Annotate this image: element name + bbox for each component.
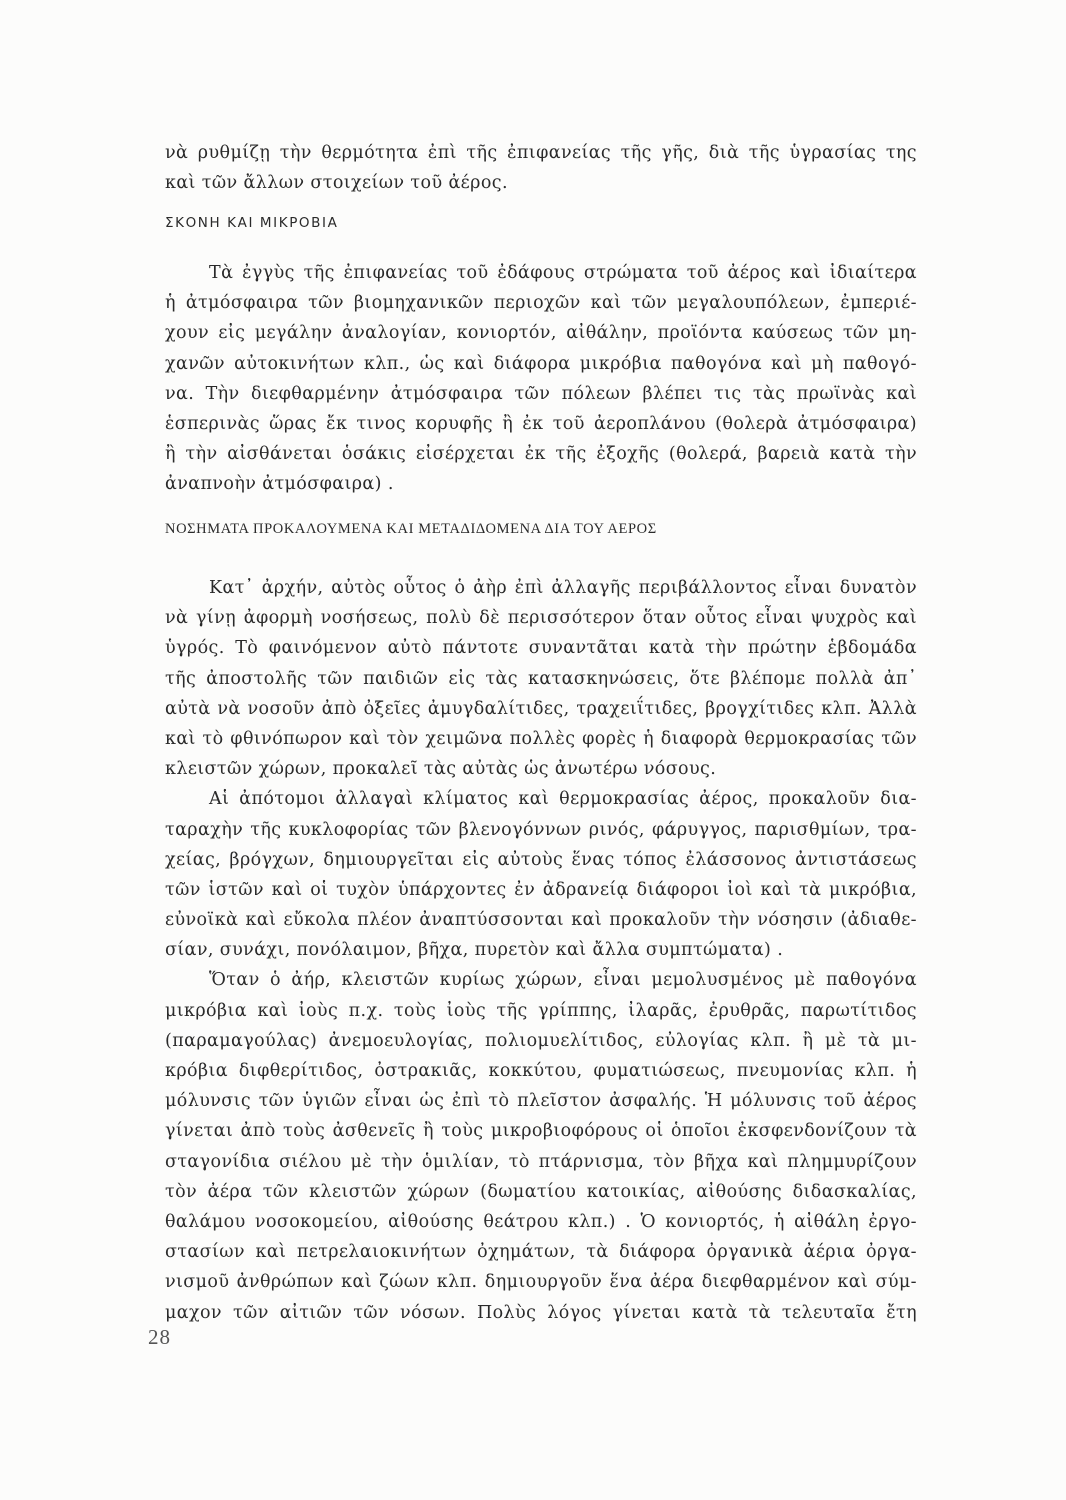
text-line: Τὰ ἐγγὺς τῆς ἐπιφανείας τοῦ ἐδάφους στρώματα τοῦ ἀέρος καὶ ἰδιαίτερα bbox=[209, 263, 917, 283]
text-line: τὸν ἀέρα τῶν κλειστῶν χώρων (δωματίου κατοικίας, αἰθούσης διδασκαλίας, bbox=[165, 1181, 917, 1202]
text-line: ἡ ἀτμόσφαιρα τῶν βιομηχανικῶν περιοχῶν καὶ τῶν μεγαλουπόλεων, ἐμπεριέ- bbox=[165, 293, 917, 314]
text-line: εὐνοϊκὰ καὶ εὔκολα πλέον ἀναπτύσσονται καὶ προκαλοῦν τὴν νόσησιν (ἀδιαθε- bbox=[165, 910, 917, 931]
section1-paragraph bbox=[165, 258, 917, 500]
text-line: να. Τὴν διεφθαρμένην ἀτμόσφαιρα τῶν πόλεων βλέπει τις τὰς πρωϊνὰς καὶ bbox=[165, 383, 917, 404]
text-line: νισμοῦ ἀνθρώπων καὶ ζώων κλπ. δημιουργοῦν ἕνα ἀέρα διεφθαρμένον καὶ σύμ- bbox=[165, 1272, 917, 1293]
text-line: Κατ᾽ ἀρχήν, αὐτὸς οὗτος ὁ ἀὴρ ἐπὶ ἀλλαγῆς περιβάλλοντος εἶναι δυνατὸν bbox=[209, 578, 917, 598]
text-line: Αἱ ἀπότομοι ἀλλαγαὶ κλίματος καὶ θερμοκρασίας ἀέρος, προκαλοῦν δια- bbox=[209, 789, 917, 810]
text-line: χανῶν αὐτοκινήτων κλπ., ὡς καὶ διάφορα μικρόβια παθογόνα καὶ μὴ παθογό- bbox=[165, 353, 917, 374]
text-line: ἀναπνοὴν ἀτμόσφαιρα) . bbox=[165, 474, 394, 495]
text-line: καὶ τῶν ἄλλων στοιχείων τοῦ ἀέρος. bbox=[165, 173, 508, 194]
text-line: στασίων καὶ πετρελαιοκινήτων ὀχημάτων, τὰ διάφορα ὀργανικὰ ἀέρια ὀργα- bbox=[165, 1242, 917, 1263]
text-line: μαχον τῶν αἰτιῶν τῶν νόσων. Πολὺς λόγος γίνεται κατὰ τὰ τελευταῖα ἔτη bbox=[165, 1302, 917, 1323]
text-line: ὑγρός. Τὸ φαινόμενον αὐτὸ πάντοτε συναντᾶται κατὰ τὴν πρώτην ἑβδομάδα bbox=[165, 638, 917, 659]
text-line: τῆς ἀποστολῆς τῶν παιδιῶν εἰς τὰς κατασκηνώσεις, ὅτε βλέπομε πολλὰ ἀπ᾽ bbox=[165, 668, 917, 689]
text-line: μόλυνσις τῶν ὑγιῶν εἶναι ὡς ἐπὶ τὸ πλεῖστον ἀσφαλής. Ἡ μόλυνσις τοῦ ἀέρος bbox=[165, 1091, 917, 1112]
text-line: ἑσπερινὰς ὥρας ἔκ τινος κορυφῆς ἢ ἐκ τοῦ ἀεροπλάνου (θολερὰ ἀτμόσφαιρα) bbox=[165, 413, 917, 434]
text-line: γίνεται ἀπὸ τοὺς ἀσθενεῖς ἢ τοὺς μικροβιοφόρους οἱ ὁποῖοι ἐκσφενδονίζουν τὰ bbox=[165, 1121, 917, 1142]
text-line: ἢ τὴν αἰσθάνεται ὁσάκις εἰσέρχεται ἐκ τῆς ἐξοχῆς (θολερά, βαρειὰ κατὰ τὴν bbox=[165, 444, 917, 465]
text-line: χουν εἰς μεγάλην ἀναλογίαν, κονιορτόν, αἰθάλην, προϊόντα καύσεως τῶν μη- bbox=[165, 323, 917, 344]
text-line: θαλάμου νοσοκομείου, αἰθούσης θεάτρου κλπ.) . Ὁ κονιορτός, ἡ αἰθάλη ἐργο- bbox=[165, 1211, 917, 1232]
text-line: νὰ γίνῃ ἀφορμὴ νοσήσεως, πολὺ δὲ περισσότερον ὅταν οὗτος εἶναι ψυχρὸς καὶ bbox=[165, 608, 917, 629]
text-line: τῶν ἱστῶν καὶ οἱ τυχὸν ὑπάρχοντες ἐν ἀδρανείᾳ διάφοροι ἰοὶ καὶ τὰ μικρόβια, bbox=[165, 879, 917, 900]
text-line: μικρόβια καὶ ἰοὺς π.χ. τοὺς ἰοὺς τῆς γρίππης, ἰλαρᾶς, ἐρυθρᾶς, παρωτίτιδος bbox=[165, 1000, 917, 1021]
text-line: ταραχὴν τῆς κυκλοφορίας τῶν βλενογόννων ρινός, φάρυγγος, παρισθμίων, τρα- bbox=[165, 819, 917, 840]
text-line: Ὅταν ὁ ἀήρ, κλειστῶν κυρίως χώρων, εἶναι μεμολυσμένος μὲ παθογόνα bbox=[209, 970, 917, 991]
text-line: σίαν, συνάχι, πονόλαιμον, βῆχα, πυρετὸν καὶ ἄλλα συμπτώματα) . bbox=[165, 940, 784, 961]
text-line: σταγονίδια σιέλου μὲ τὴν ὁμιλίαν, τὸ πτάρνισμα, τὸν βῆχα καὶ πλημμυρίζουν bbox=[165, 1151, 917, 1172]
text-line: αὐτὰ νὰ νοσοῦν ἀπὸ ὀξεῖες ἀμυγδαλίτιδες, τραχειΐτιδες, βρογχίτιδες κλπ. Ἀλλὰ bbox=[165, 698, 917, 719]
text-line: κλειστῶν χώρων, προκαλεῖ τὰς αὐτὰς ὡς ἀνωτέρω νόσους. bbox=[165, 759, 717, 780]
text-line: κρόβια διφθερίτιδος, ὀστρακιᾶς, κοκκύτου, φυματιώσεως, πνευμονίας κλπ. ἡ bbox=[165, 1061, 917, 1081]
text-line: χείας, βρόγχων, δημιουργεῖται εἰς αὐτοὺς ἕνας τόπος ἐλάσσονος ἀντιστάσεως bbox=[165, 849, 917, 870]
section2-paragraphs bbox=[165, 573, 917, 1328]
section-heading-airborne-diseases: ΝΟΣΗΜΑΤΑ ΠΡΟΚΑΛΟΥΜΕΝΑ ΚΑΙ ΜΕΤΑΔΙΔΟΜΕΝΑ ΔΙΑ ΤΟΥ ΑΕΡΟΣ bbox=[165, 521, 657, 537]
text-line: νὰ ρυθμίζῃ τὴν θερμότητα ἐπὶ τῆς ἐπιφανείας τῆς γῆς, διὰ τῆς ὑγρασίας της bbox=[165, 143, 917, 163]
intro-paragraph bbox=[165, 138, 917, 198]
section-heading-dust-microbes: ΣΚΟΝΗ ΚΑΙ ΜΙΚΡΟΒΙΑ bbox=[165, 215, 339, 231]
text-line: (παραμαγούλας) ἀνεμοευλογίας, πολιομυελίτιδος, εὐλογίας κλπ. ἢ μὲ τὰ μι- bbox=[165, 1030, 917, 1051]
text-line: καὶ τὸ φθινόπωρον καὶ τὸν χειμῶνα πολλὲς φορὲς ἡ διαφορὰ θερμοκρασίας τῶν bbox=[165, 728, 917, 749]
page-number: 28 bbox=[148, 1325, 171, 1349]
